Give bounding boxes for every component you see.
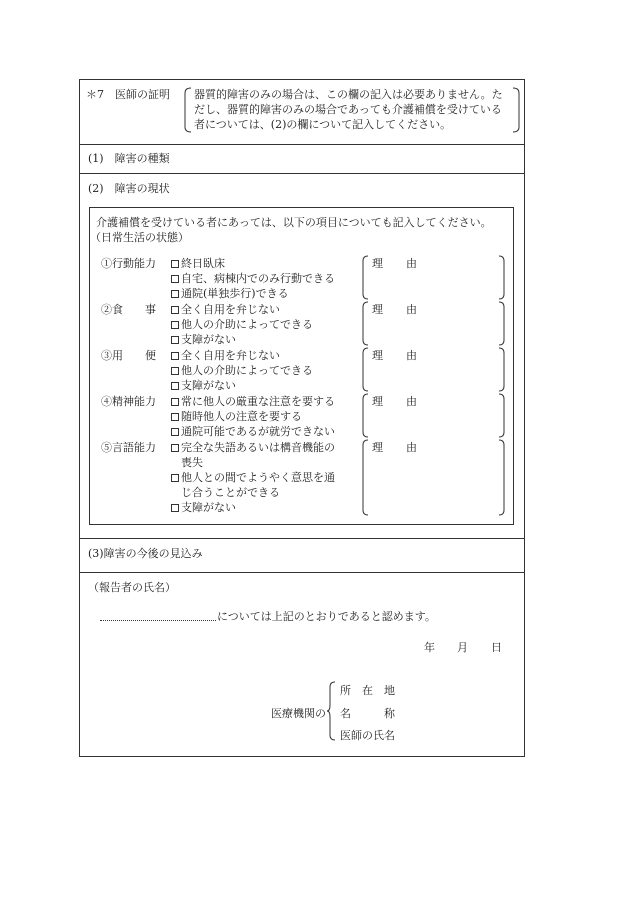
section-disability-status: (2) 障害の現状 [88,182,170,195]
checkbox[interactable] [171,260,179,268]
checkbox[interactable] [171,504,179,512]
option-continuation: 喪失 [181,456,203,469]
checkbox-option[interactable]: 支障がない [171,379,236,393]
institution-name-field: 名 称 [340,707,395,720]
checkbox-option[interactable]: 支障がない [171,501,236,515]
section-disability-type: (1) 障害の種類 [88,152,170,165]
category-label: ⑤言語能力 [101,441,156,454]
note-line: 器質的障害のみの場合は、この欄の記入は必要ありません。た [194,88,503,101]
reason-label: 理 由 [372,257,423,270]
certification-statement: については上記のとおりであると認めます。 [217,610,436,623]
reporter-name-field[interactable] [100,620,216,621]
daily-life-heading: （日常生活の状態） [90,231,189,244]
checkbox-option[interactable]: 常に他人の厳重な注意を要する [171,395,335,409]
checkbox[interactable] [171,398,179,406]
date-day: 日 [491,641,502,654]
checkbox[interactable] [171,382,179,390]
reason-label: 理 由 [372,349,423,362]
reason-brackets [362,255,506,517]
date-year: 年 [424,641,435,654]
date-month: 月 [457,641,468,654]
checkbox[interactable] [171,290,179,298]
checkbox-option[interactable]: 他人の介助によってできる [171,318,313,332]
row-divider [79,144,525,145]
institution-brace [326,681,336,741]
category-label: ③用 便 [101,349,156,362]
institution-label: 医療機関の [271,707,326,720]
checkbox[interactable] [171,367,179,375]
checkbox[interactable] [171,413,179,421]
checkbox-option[interactable]: 全く自用を弁じない [171,303,280,317]
checkbox-option[interactable]: 随時他人の注意を要する [171,410,302,424]
reason-label: 理 由 [372,395,423,408]
checkbox-option[interactable]: 他人との間でようやく意思を通 [171,471,335,485]
note-line: だし、器質的障害のみの場合であっても介護補償を受けている [194,103,502,116]
doctor-certificate-label: ＊7 医師の証明 [86,88,170,101]
checkbox[interactable] [171,275,179,283]
row-divider [79,572,525,573]
doctor-name-field: 医師の氏名 [340,729,395,742]
reason-label: 理 由 [372,441,423,454]
option-continuation: じ合うことができる [181,486,280,499]
checkbox[interactable] [171,336,179,344]
row-divider [79,173,525,174]
checkbox[interactable] [171,321,179,329]
checkbox-option[interactable]: 終日臥床 [171,257,225,271]
checkbox[interactable] [171,474,179,482]
section-prognosis: (3)障害の今後の見込み [88,547,203,560]
category-label: ②食 事 [101,303,156,316]
reporter-name-label: （報告者の氏名） [88,581,176,594]
checkbox[interactable] [171,444,179,452]
category-label: ④精神能力 [101,395,156,408]
checkbox[interactable] [171,306,179,314]
row-divider [79,538,525,539]
note-line: 者については、(2)の欄について記入してください。 [194,118,452,131]
note-open-bracket [184,87,192,133]
checkbox-option[interactable]: 完全な失語あるいは構音機能の [171,441,335,455]
checkbox-option[interactable]: 支障がない [171,333,236,347]
checkbox-option[interactable]: 通院(単独歩行)できる [171,287,289,301]
instruction-text: 介護補償を受けている者にあっては、以下の項目についても記入してください。 [96,216,492,229]
category-label: ①行動能力 [101,257,156,270]
checkbox-option[interactable]: 自宅、病棟内でのみ行動できる [171,272,335,286]
note-close-bracket [512,87,520,133]
checkbox-option[interactable]: 通院可能であるが就労できない [171,425,335,439]
checkbox[interactable] [171,352,179,360]
checkbox-option[interactable]: 全く自用を弁じない [171,349,280,363]
checkbox-option[interactable]: 他人の介助によってできる [171,364,313,378]
reason-label: 理 由 [372,303,423,316]
checkbox[interactable] [171,428,179,436]
institution-address-field: 所 在 地 [340,684,395,697]
